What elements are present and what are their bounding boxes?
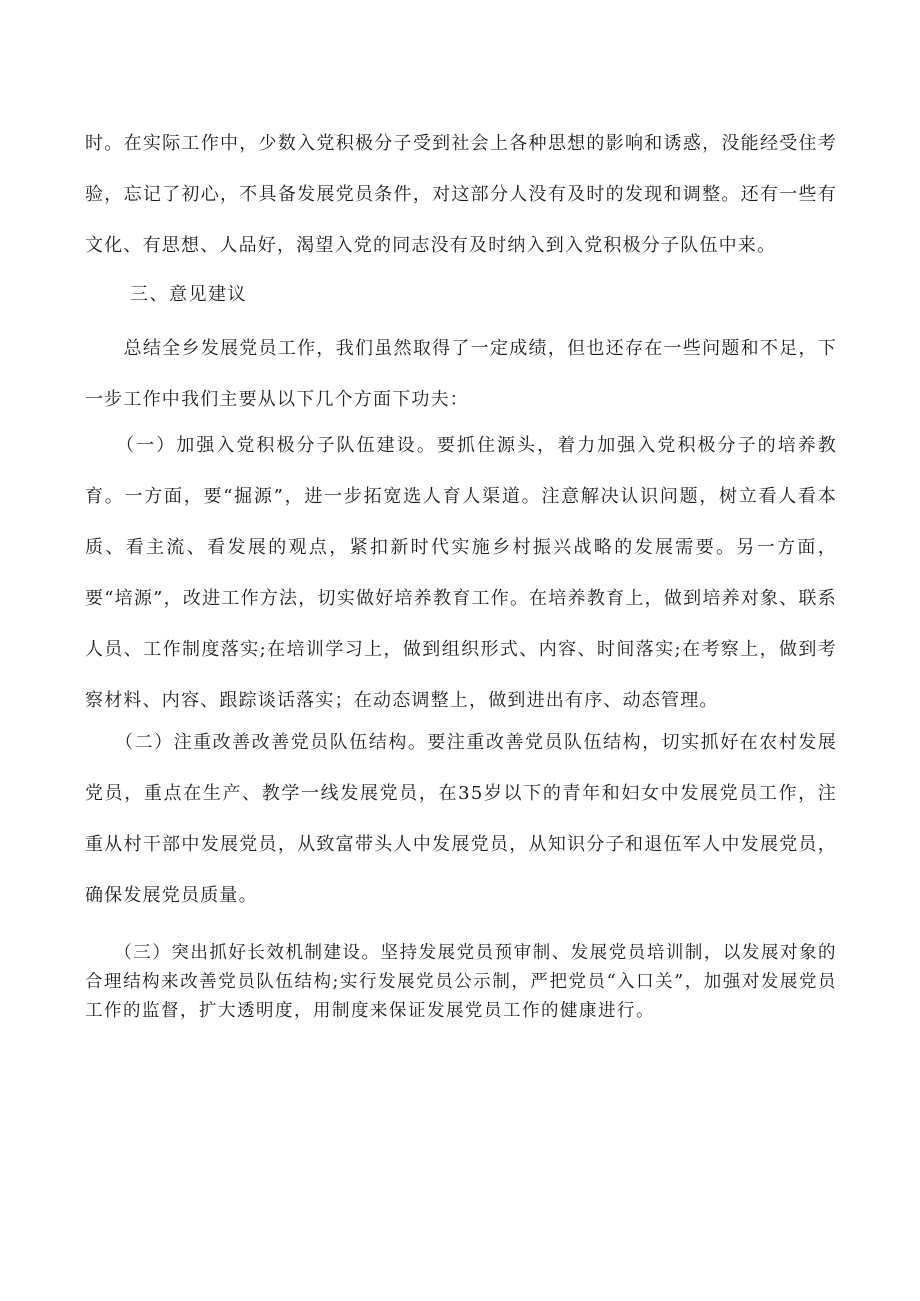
paragraph-continuation: 时。在实际工作中，少数入党积极分子受到社会上各种思想的影响和诱惑，没能经受住考验，忘记了初心，不具备发展党员条件，对这部分人没有及时的发现和调整。还有一些有文化、有思想、人品好，渴望入党的同志没有及时纳入到入党积极分子队伍中来。 [85,133,837,256]
paragraph-item-one: （一）加强入党积极分子队伍建设。要抓住源头，着力加强入党积极分子的培养教育。一方面，要“掘源”，进一步拓宽选人育人渠道。注意解决认识问题，树立看人看本质、看主流、看发展的观点，紧扣新时代实施乡村振兴战略的发展需要。另一方面，要“培源”，改进工作方法，切实做好培养教育工作。在培养教育上，做到培养对象、联系人员、工作制度落实;在培训学习上，做到组织形式、内容、时间落实;在考察上，做到考察材料、内容、跟踪谈话落实；在动态调整上，做到进出有序、动态管理。 [85,435,837,711]
paragraph-item-two: （二）注重改善改善党员队伍结构。要注重改善党员队伍结构，切实抓好在农村发展党员，重点在生产、教学一线发展党员，在35岁以下的青年和妇女中发展党员工作，注重从村干部中发展党员，从致富带头人中发展党员，从知识分子和退伍军人中发展党员，确保发展党员质量。 [85,732,837,906]
paragraph-item-three: （三）突出抓好长效机制建设。坚持发展党员预审制、发展党员培训制，以发展对象的合理结构来改善党员队伍结构;实行发展党员公示制，严把党员“入口关”，加强对发展党员工作的监督，扩大透明度，用制度来保证发展党员工作的健康进行。 [85,943,837,1021]
section-heading: 三、意见建议 [130,284,247,305]
paragraph-summary: 总结全乡发展党员工作，我们虽然取得了一定成绩，但也还存在一些问题和不足，下一步工作中我们主要从以下几个方面下功夫： [85,338,837,410]
